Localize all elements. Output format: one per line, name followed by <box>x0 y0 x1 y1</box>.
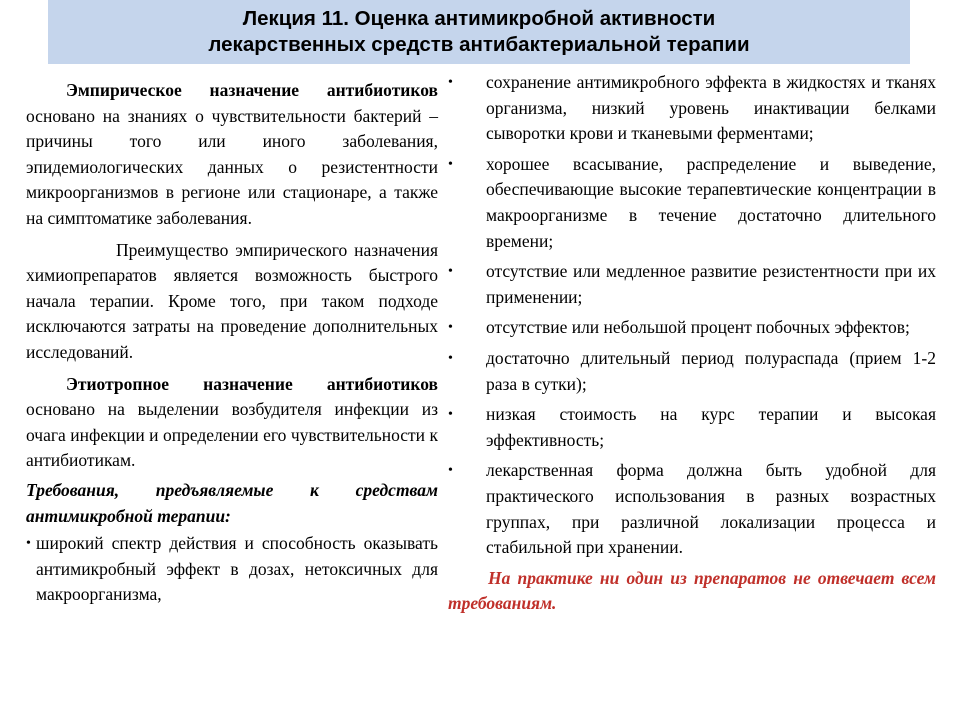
left-column <box>26 78 438 608</box>
list-item-text: достаточно длительный период полураспада (прием 1-2 раза в сутки); <box>486 347 936 394</box>
list-item-text: широкий спектр действия и способность оказывать антимикробный эффект в дозах, нетоксичных для макроорганизма, <box>36 533 438 605</box>
slide-title-line-1: Лекция 11. Оценка антимикробной активности <box>242 7 716 30</box>
advantage-paragraph: Преимущество эмпирического назначения химиопрепаратов является возможность быстрого начала терапии. Кроме того, при таком подходе исключаются затраты на проведение дополнительных исследований. <box>26 239 438 362</box>
list-item <box>448 346 936 397</box>
list-item-text: сохранение антимикробного эффекта в жидкостях и тканях организма, низкий уровень инактивации белками сыворотки крови и тканевыми ферментами; <box>486 72 936 144</box>
bullet-icon: • <box>448 156 453 172</box>
bullet-icon: • <box>26 536 31 552</box>
list-item <box>448 402 936 453</box>
bullet-icon: • <box>448 463 453 479</box>
bullet-icon: • <box>448 320 453 336</box>
list-item <box>448 152 936 254</box>
etiotropic-term: Этиотропное назначение антибиотиков <box>66 373 438 394</box>
empirical-paragraph <box>26 78 438 232</box>
title-banner <box>48 0 910 64</box>
list-item-text: отсутствие или медленное развитие резистентности при их применении; <box>486 261 936 307</box>
list-item-text: хорошее всасывание, распределение и выведение, обеспечивающие высокие терапевтические концентрации в макроорганизме в течение достаточно длительного времени; <box>486 153 936 251</box>
requirements-heading: Требования, предъявляемые к средствам антимикробной терапии: <box>26 479 438 526</box>
list-item <box>448 315 936 341</box>
bullet-icon: • <box>448 350 453 366</box>
bullet-icon: • <box>448 75 453 90</box>
list-item-text: отсутствие или небольшой процент побочных эффектов; <box>486 317 910 338</box>
bullet-icon: • <box>448 264 453 280</box>
empirical-description: основано на знаниях о чувствительности бактерий – причины того или иного заболевания, эпидемиологических данных о резистентности микроорганизмов в регионе или стационаре, а также на симптоматике заболевания. <box>26 105 438 228</box>
right-column <box>448 70 936 617</box>
list-item-text: низкая стоимость на курс терапии и высокая эффективность; <box>486 404 936 450</box>
list-item <box>448 259 936 310</box>
conclusion-note: На практике ни один из препаратов не отвечает всем требованиям. <box>448 567 936 614</box>
list-item <box>448 458 936 560</box>
etiotropic-description: основано на выделении возбудителя инфекции из очага инфекции и определении его чувствительности к антибиотикам. <box>26 399 438 471</box>
list-item <box>448 70 936 147</box>
empirical-term: Эмпирическое назначение антибиотиков <box>66 80 438 100</box>
slide-title-line-2: лекарственных средств антибактериальной терапии <box>208 33 750 56</box>
list-item-text: лекарственная форма должна быть удобной для практического использования в разных возрастных группах, при различной локализации процесса и стабильной при хранении. <box>486 460 936 558</box>
list-item <box>26 531 438 608</box>
bullet-icon: • <box>448 407 453 423</box>
etiotropic-paragraph <box>26 372 438 474</box>
requirements-list <box>448 70 936 561</box>
